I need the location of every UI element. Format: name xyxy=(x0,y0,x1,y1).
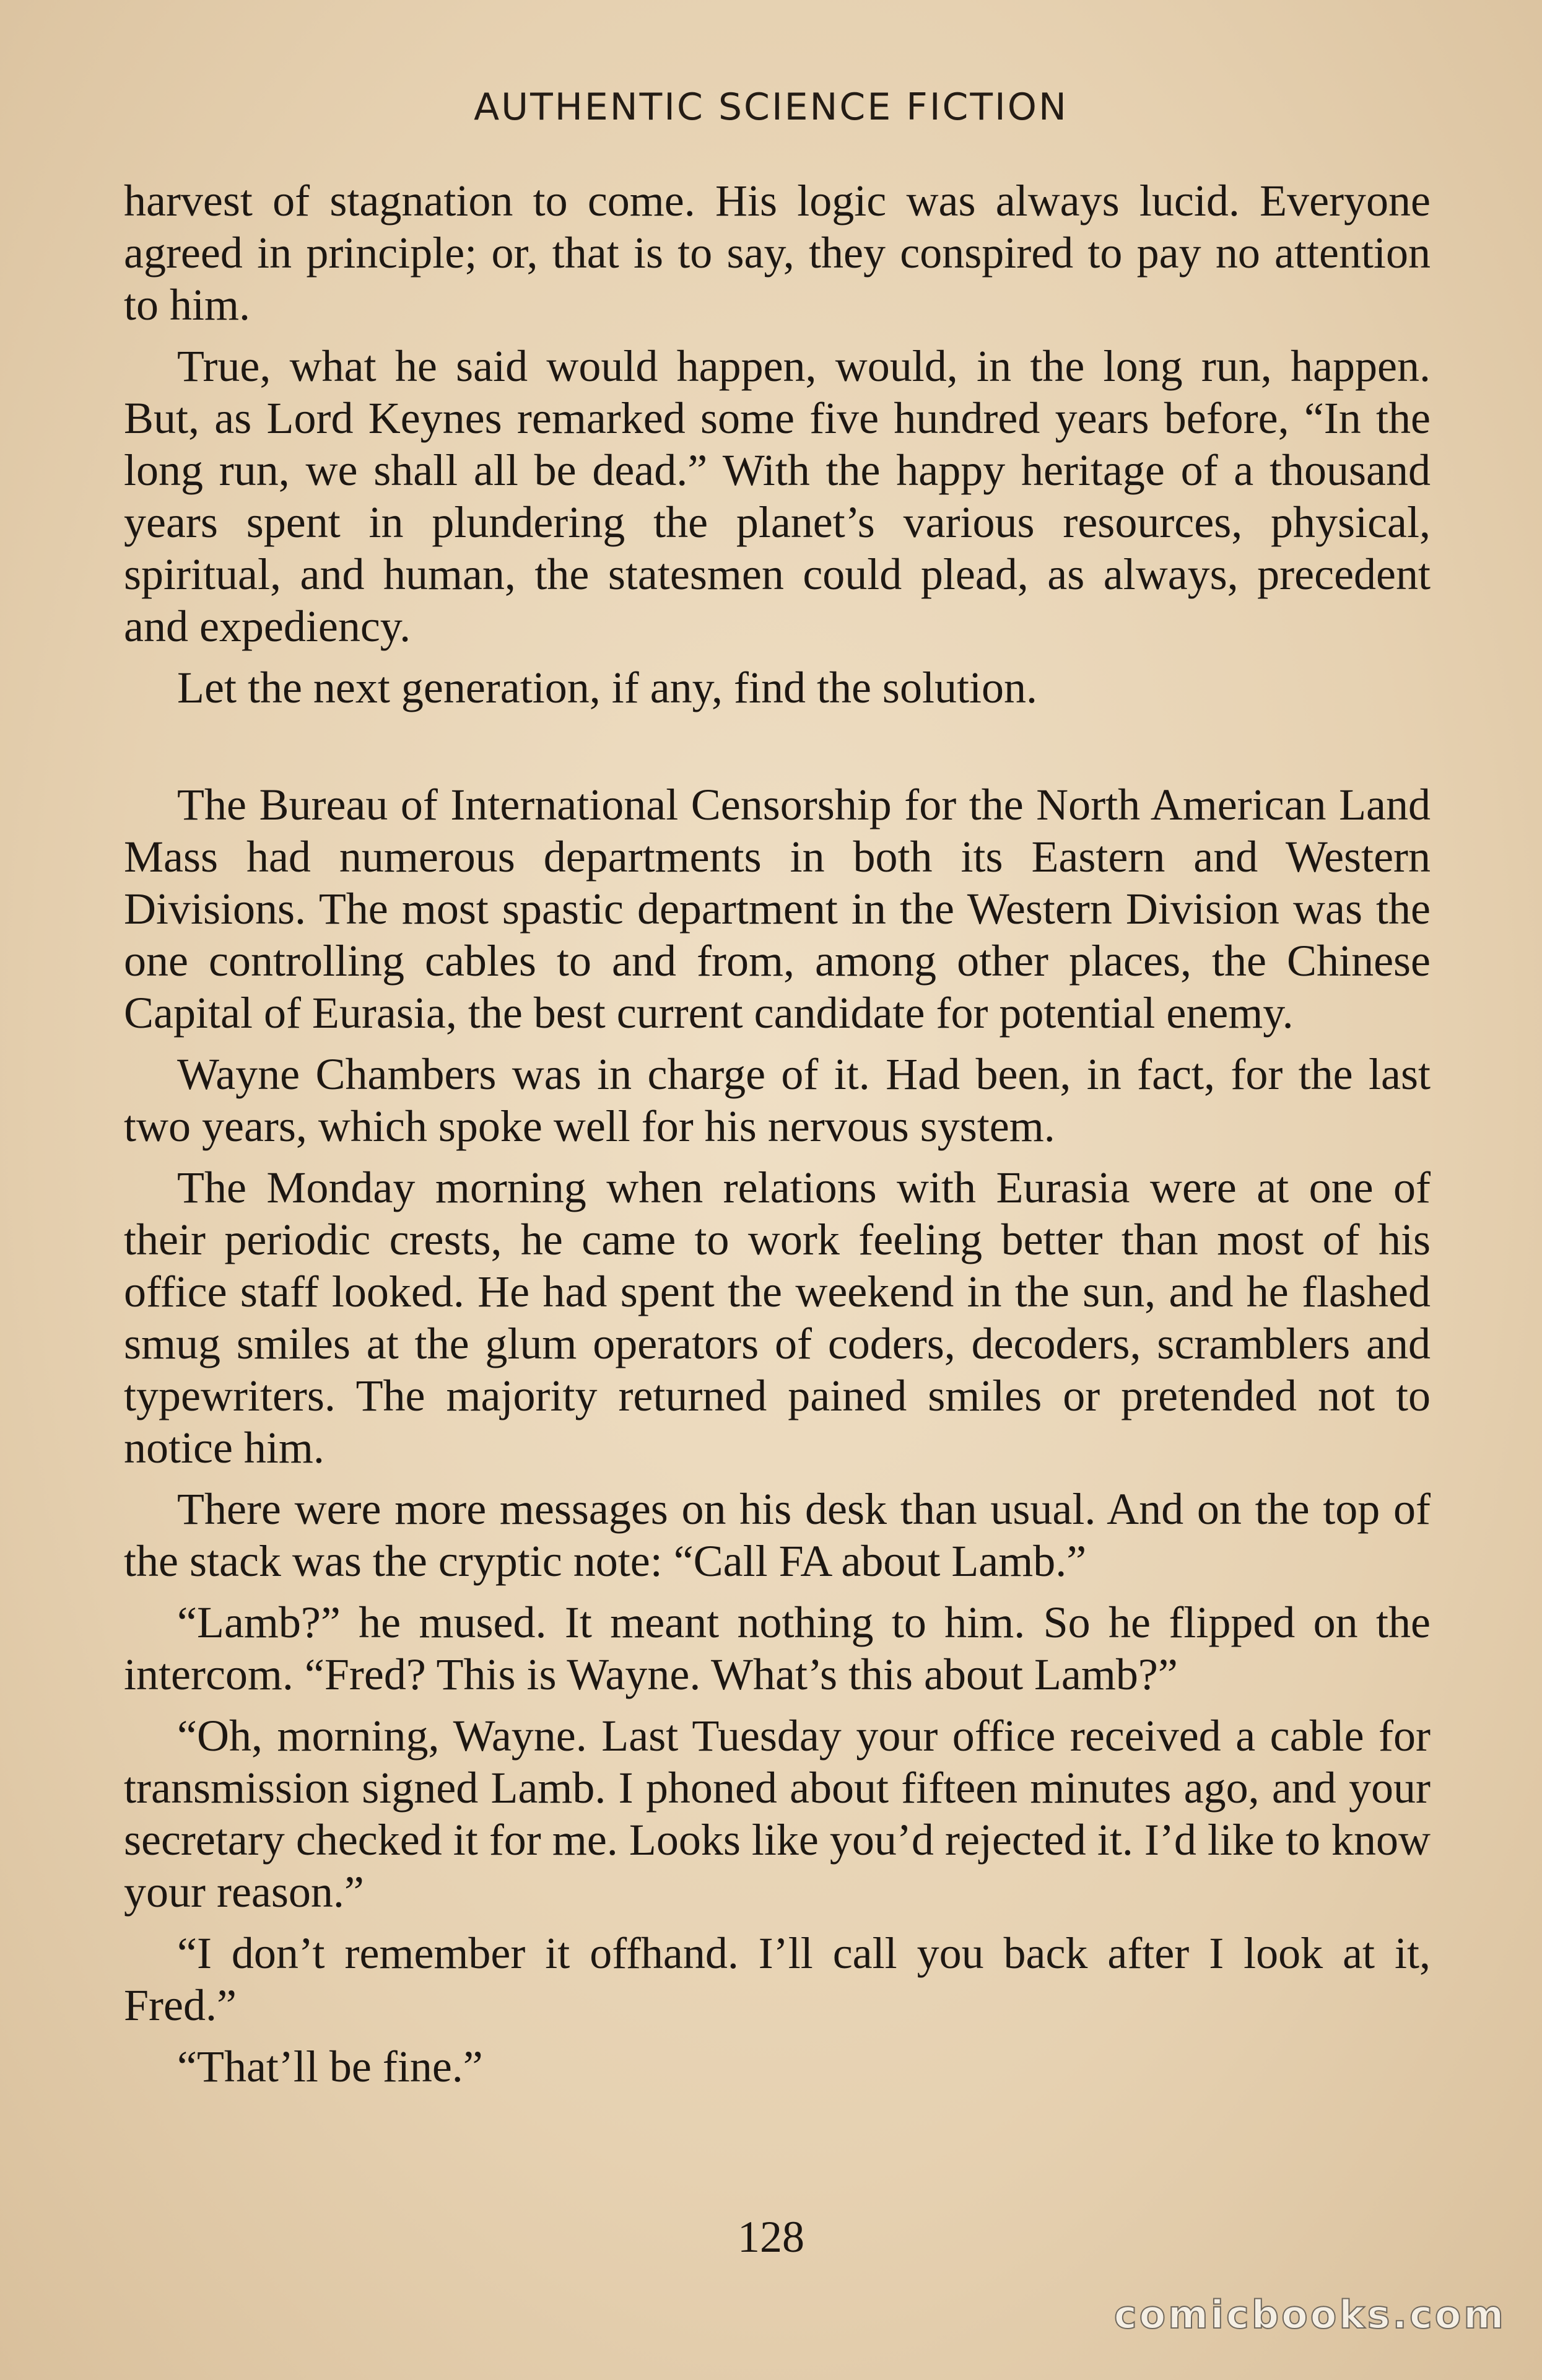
page-number: 128 xyxy=(738,2212,804,2262)
paragraph: “I don’t remember it offhand. I’ll call you back after I look at it, Fred.” xyxy=(124,1928,1431,2030)
paragraph: “Lamb?” he mused. It meant nothing to him. So he flipped on the intercom. “Fred? This is Wayne. What’s this about Lamb?” xyxy=(124,1598,1431,1699)
paragraph: Wayne Chambers was in charge of it. Had been, in fact, for the last two years, which spoke well for his nervous system. xyxy=(124,1049,1431,1151)
paragraph: True, what he said would happen, would, in the long run, happen. But, as Lord Keynes remarked some five hundred years before, “In the long run, we shall all be dead.” With the happy heritage of a thousand years spent in plundering the planet’s various resources, physical, spiritual, and human, the statesmen could plead, as always, precedent and expediency. xyxy=(124,341,1431,651)
paragraph: The Monday morning when relations with Eurasia were at one of their periodic crests, he came to work feeling better than most of his office staff looked. He had spent the weekend in the sun, and he flashed smug smiles at the glum operators of coders, decoders, scramblers and typewriters. The majority returned pained smiles or pretended not to notice him. xyxy=(124,1163,1431,1472)
paragraph: There were more messages on his desk than usual. And on the top of the stack was the cryptic note: “Call FA about Lamb.” xyxy=(124,1484,1431,1586)
paragraph: “That’ll be fine.” xyxy=(177,2042,483,2091)
paragraph: Let the next generation, if any, find the solution. xyxy=(177,663,1037,712)
paragraph: harvest of stagnation to come. His logic was always lucid. Everyone agreed in principle; or, that is to say, they conspired to pay no attention to him. xyxy=(124,176,1431,330)
body-text xyxy=(124,175,1431,2102)
paragraph: The Bureau of International Censorship for the North American Land Mass had numerous departments in both its Eastern and Western Divisions. The most spastic department in the Western Division was the one controlling cables to and from, among other places, the Chinese Capital of Eurasia, the best current candidate for potential enemy. xyxy=(124,780,1431,1038)
watermark: comicbooks.com xyxy=(1113,2292,1506,2337)
paragraph: “Oh, morning, Wayne. Last Tuesday your office received a cable for transmission signed Lamb. I phoned about fifteen minutes ago, and your secretary checked it for me. Looks like you’d rejected it. I’d like to know your reason.” xyxy=(124,1711,1431,1917)
running-head: AUTHENTIC SCIENCE FICTION xyxy=(474,85,1068,129)
